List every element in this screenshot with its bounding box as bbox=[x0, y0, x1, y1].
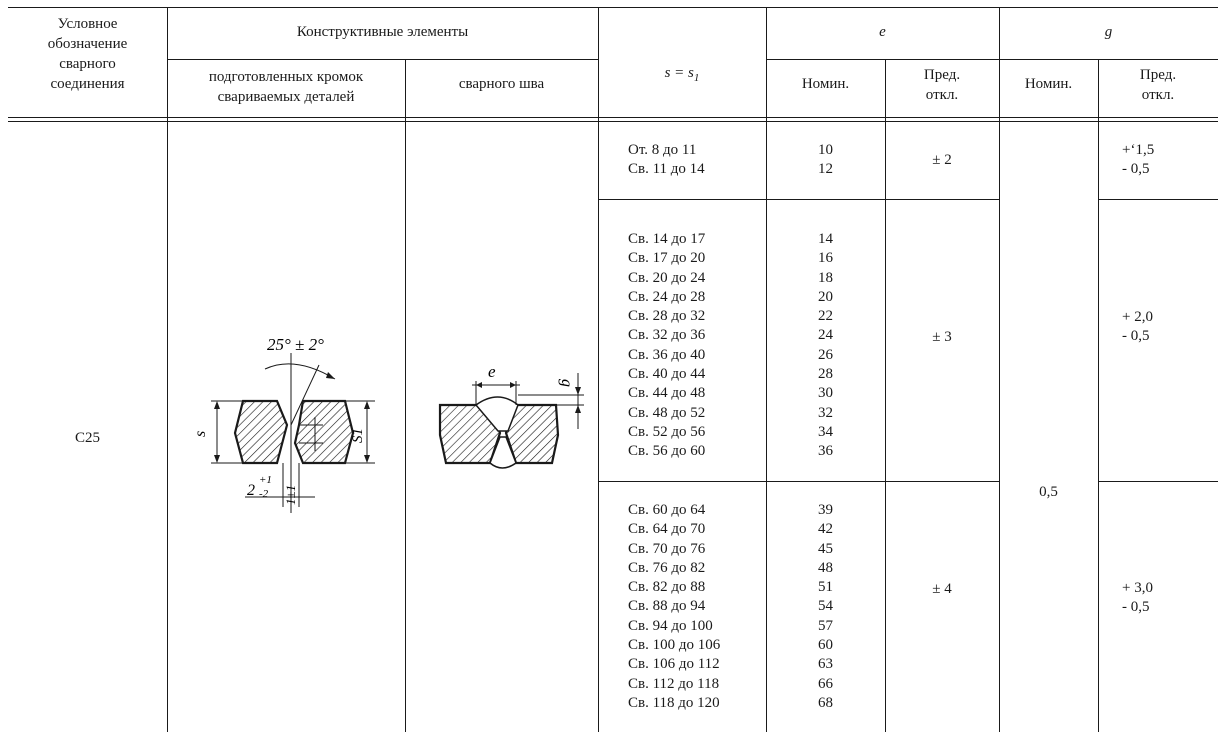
rule-group2-bottom bbox=[598, 481, 1000, 482]
header-e: e bbox=[879, 24, 886, 40]
col-sep-1 bbox=[167, 7, 168, 732]
e-label: e bbox=[488, 362, 496, 381]
prepared-edges-drawing bbox=[192, 325, 385, 515]
group1-e-deviation: ± 2 bbox=[932, 152, 952, 168]
designation-c25: С25 bbox=[74, 430, 100, 446]
group1-g-deviation: +ʻ1,5 - 0,5 bbox=[1122, 142, 1155, 178]
g-nominal-value: 0,5 bbox=[1039, 484, 1058, 500]
group3-ranges: Св. 60 до 64 Св. 64 до 70 Св. 70 до 76 Св. 76 до 82 Св. 82 до 88 Св. 88 до 94 Св. 94 до 100 Св. 100 до 106 Св. 106 до 112 Св. 112 до 118 Св. 118 до 120 bbox=[628, 502, 721, 711]
col-sep-3 bbox=[598, 7, 599, 732]
gap-label: 2 bbox=[247, 482, 255, 499]
header-g: g bbox=[1104, 24, 1113, 40]
group3-g-deviation: + 3,0 - 0,5 bbox=[1122, 580, 1153, 616]
header-weld: сварного шва bbox=[458, 76, 545, 92]
s-label: s bbox=[192, 430, 209, 437]
g-label: g bbox=[558, 379, 575, 387]
group1-e-nominal: 10 12 bbox=[818, 142, 833, 178]
group2-ranges: Св. 14 до 17 Св. 17 до 20 Св. 20 до 24 Св. 24 до 28 Св. 28 до 32 Св. 32 до 36 Св. 36 до 40 Св. 40 до 44 Св. 44 до 48 Св. 48 до 52 Св. 52 до 56 Св. 56 до 60 bbox=[628, 231, 706, 460]
rule-elements-split bbox=[167, 59, 598, 60]
gap-tol-plus: +1 bbox=[259, 474, 272, 486]
rule-header-bottom-2 bbox=[8, 121, 1218, 122]
col-sep-7 bbox=[1098, 59, 1099, 732]
group1-ranges: От. 8 до 11 Св. 11 до 14 bbox=[628, 142, 705, 178]
rule-group1-bottom bbox=[598, 199, 1000, 200]
col-sep-6 bbox=[999, 7, 1000, 732]
group2-g-deviation: + 2,0 - 0,5 bbox=[1122, 309, 1153, 345]
col-sep-2 bbox=[405, 59, 406, 732]
root-label: 1±1 bbox=[283, 484, 298, 505]
weld-drawing bbox=[432, 355, 592, 475]
group3-e-deviation: ± 4 bbox=[932, 581, 952, 597]
rule-group2-bottom-g bbox=[1098, 481, 1218, 482]
group2-e-deviation: ± 3 bbox=[932, 329, 952, 345]
header-g-deviation: Пред. откл. bbox=[1139, 67, 1177, 103]
rule-header-bottom-1 bbox=[8, 117, 1218, 118]
rule-group1-bottom-g bbox=[1098, 199, 1218, 200]
header-constructive-elements: Конструктивные элементы bbox=[296, 24, 469, 40]
header-designation: Условноe обозначение сварного соединения bbox=[47, 16, 128, 92]
header-e-deviation: Пред. откл. bbox=[923, 67, 961, 103]
group3-e-nominal: 39 42 45 48 51 54 57 60 63 66 68 bbox=[818, 502, 833, 711]
gap-tol-minus: -2 bbox=[259, 488, 269, 500]
group2-e-nominal: 14 16 18 20 22 24 26 28 30 32 34 36 bbox=[818, 231, 833, 460]
header-thickness: $s = s_1$ bbox=[664, 65, 700, 84]
header-e-nominal: Номин. bbox=[801, 76, 850, 92]
rule-top bbox=[8, 7, 1218, 8]
header-prepared-edges: подготовленных кромок свариваемых деталей bbox=[208, 69, 364, 105]
header-g-nominal: Номин. bbox=[1024, 76, 1073, 92]
rule-eg-split bbox=[766, 59, 1218, 60]
s1-label: S1 bbox=[350, 428, 366, 443]
angle-label: 25° ± 2° bbox=[267, 335, 324, 354]
